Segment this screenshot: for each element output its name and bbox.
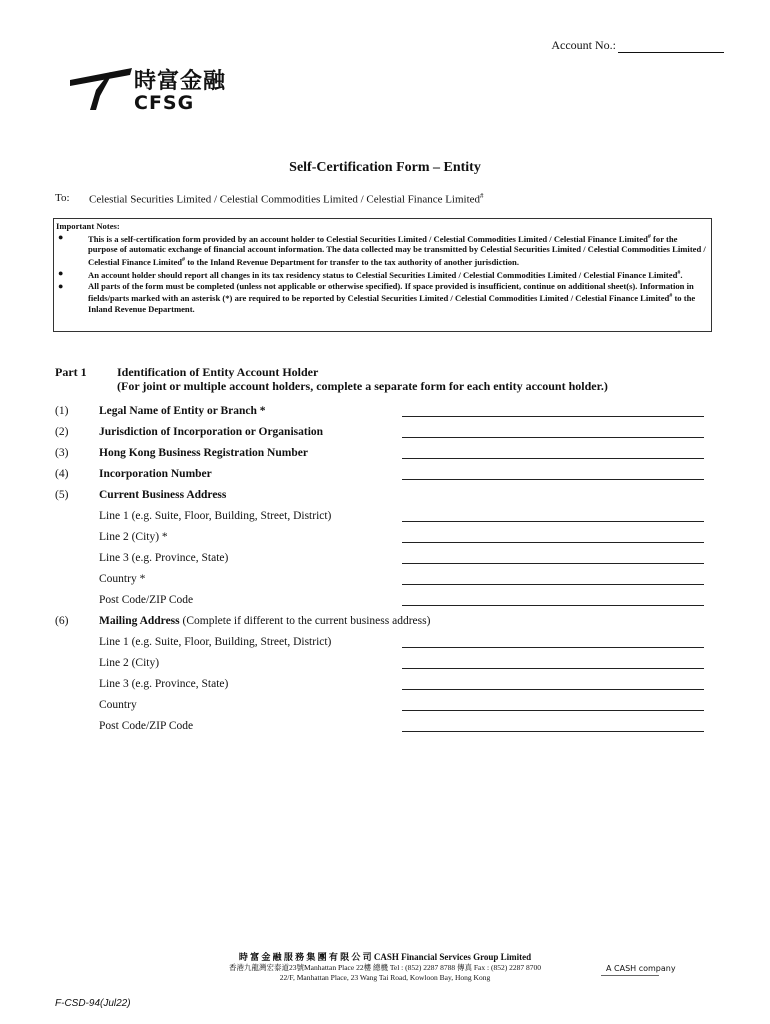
to-recipients bbox=[89, 192, 484, 206]
to-label: To: bbox=[55, 192, 70, 204]
note-sup: # bbox=[669, 293, 673, 300]
footer-company: 時 富 金 融 服 務 集 團 有 限 公 司 CASH Financial Services Group Limited bbox=[238, 952, 532, 962]
account-number-label: Account No.: bbox=[551, 38, 616, 52]
field-label-text: Mailing Address bbox=[99, 615, 180, 627]
field-input-line[interactable] bbox=[402, 563, 704, 564]
field-input-line[interactable] bbox=[402, 416, 704, 417]
field-label-suffix: (Complete if different to the current business address) bbox=[179, 615, 431, 627]
field-label-text: Current Business Address bbox=[99, 489, 227, 501]
field-label-text: Line 2 (City) bbox=[99, 657, 160, 669]
important-notes-box bbox=[53, 218, 712, 332]
notes-heading: Important Notes: bbox=[56, 221, 120, 231]
field-label-text: Incorporation Number bbox=[99, 468, 212, 480]
form-title: Self-Certification Form – Entity bbox=[289, 160, 481, 175]
field-input-line[interactable] bbox=[402, 668, 704, 669]
field-number: (6) bbox=[55, 615, 69, 627]
bullet-icon: ● bbox=[58, 231, 64, 242]
field-label bbox=[99, 447, 308, 459]
note-text: All parts of the form must be completed (unless not applicable or otherwise specified). If space provided is insufficient, continue on additional sheet(s). Information in fields/parts marked with an asterisk (*) are required to be reported by Celestial Securities Limited / Celestial Commodities Limited / Celestial Finance Limited bbox=[88, 280, 694, 304]
cash-company-logo: A CASH company bbox=[606, 964, 676, 973]
cash-logo-underline bbox=[601, 975, 659, 976]
field-row bbox=[0, 405, 770, 421]
field-number: (3) bbox=[55, 447, 69, 459]
note-text: to the Inland Revenue Department. bbox=[88, 293, 696, 315]
field-label bbox=[99, 531, 168, 543]
field-row bbox=[0, 468, 770, 484]
field-row bbox=[0, 636, 770, 652]
field-row bbox=[0, 489, 770, 505]
note-item bbox=[56, 268, 707, 281]
field-label bbox=[99, 405, 266, 417]
field-label-text: Country * bbox=[99, 573, 146, 585]
field-label bbox=[99, 720, 193, 732]
field-row bbox=[0, 657, 770, 673]
field-number: (2) bbox=[55, 426, 69, 438]
field-label-text: Line 3 (e.g. Province, State) bbox=[99, 678, 229, 690]
to-recipients-text: Celestial Securities Limited / Celestial Commodities Limited / Celestial Finance Limited bbox=[89, 193, 481, 206]
field-input-line[interactable] bbox=[402, 710, 704, 711]
note-text: An account holder should report all changes in its tax residency status to Celestial Securities Limited / Celestial Commodities Limited / Celestial Finance Limited bbox=[88, 269, 678, 280]
field-number: (5) bbox=[55, 489, 69, 501]
note-text: . bbox=[680, 269, 683, 280]
field-input-line[interactable] bbox=[402, 731, 704, 732]
field-input-line[interactable] bbox=[402, 458, 704, 459]
field-label-text: Post Code/ZIP Code bbox=[99, 594, 194, 606]
logo-english-name: CFSG bbox=[134, 92, 195, 114]
field-row bbox=[0, 426, 770, 442]
field-input-line[interactable] bbox=[402, 605, 704, 606]
field-row bbox=[0, 615, 770, 631]
logo-chinese-name: 時富金融 bbox=[134, 69, 227, 94]
footer-address-cn: 香港九龍灣宏泰道23號Manhattan Place 22樓 總機 Tel : (852) 2287 8788 傳真 Fax : (852) 2287 8700 bbox=[229, 963, 541, 972]
field-label-text: Line 1 (e.g. Suite, Floor, Building, Street, District) bbox=[99, 636, 332, 648]
field-label-text: Line 2 (City) * bbox=[99, 531, 168, 543]
field-label bbox=[99, 594, 193, 606]
note-item bbox=[56, 232, 707, 268]
field-label-text: Jurisdiction of Incorporation or Organisation bbox=[99, 426, 324, 438]
field-label-text: Post Code/ZIP Code bbox=[99, 720, 194, 732]
field-label bbox=[99, 573, 145, 585]
field-label bbox=[99, 657, 159, 669]
field-input-line[interactable] bbox=[402, 542, 704, 543]
account-number-field[interactable] bbox=[618, 40, 724, 53]
note-sup: # bbox=[677, 269, 681, 276]
part1-label: Part 1 bbox=[55, 365, 87, 379]
field-label bbox=[99, 678, 228, 690]
field-input-line[interactable] bbox=[402, 437, 704, 438]
part1-subtitle: (For joint or multiple account holders, complete a separate form for each entity account holder.) bbox=[117, 379, 608, 393]
note-sup: # bbox=[647, 233, 651, 240]
field-label bbox=[99, 636, 331, 648]
field-row bbox=[0, 594, 770, 610]
note-text: for the purpose of automatic exchange of financial account information. The data collected may be transmitted by Celestial Securities Limited / Celestial Commodities Limited / Celestial Finance Limited bbox=[88, 233, 706, 268]
field-label-text: Country bbox=[99, 699, 137, 711]
note-text: This is a self-certification form provided by an account holder to Celestial Securities Limited / Celestial Commodities Limited / Celestial Finance Limited bbox=[88, 233, 648, 244]
notes-list bbox=[56, 232, 707, 315]
field-input-line[interactable] bbox=[402, 521, 704, 522]
field-input-line[interactable] bbox=[402, 647, 704, 648]
note-item bbox=[56, 281, 707, 315]
field-label-text: Legal Name of Entity or Branch * bbox=[99, 405, 266, 417]
field-label-text: Line 3 (e.g. Province, State) bbox=[99, 552, 229, 564]
field-row bbox=[0, 531, 770, 547]
bullet-icon: ● bbox=[58, 267, 64, 278]
note-text: to the Inland Revenue Department for transfer to the tax authority of another jurisdiction. bbox=[185, 257, 519, 268]
field-label bbox=[99, 552, 228, 564]
to-sup: # bbox=[480, 192, 484, 200]
field-label bbox=[99, 510, 331, 522]
bullet-icon: ● bbox=[58, 280, 64, 291]
part1-title: Identification of Entity Account Holder bbox=[117, 365, 319, 379]
field-label bbox=[99, 699, 137, 711]
field-row bbox=[0, 510, 770, 526]
field-number: (1) bbox=[55, 405, 69, 417]
field-input-line[interactable] bbox=[402, 479, 704, 480]
footer-address-en: 22/F, Manhattan Place, 23 Wang Tai Road, Kowloon Bay, Hong Kong bbox=[279, 973, 491, 982]
field-label-text: Hong Kong Business Registration Number bbox=[99, 447, 308, 459]
part1-heading bbox=[117, 365, 608, 393]
field-row bbox=[0, 447, 770, 463]
field-label bbox=[99, 615, 430, 627]
field-input-line[interactable] bbox=[402, 584, 704, 585]
note-sup: # bbox=[182, 257, 186, 264]
field-label-text: Line 1 (e.g. Suite, Floor, Building, Street, District) bbox=[99, 510, 332, 522]
field-label bbox=[99, 468, 212, 480]
account-number bbox=[551, 38, 724, 53]
form-code: F-CSD-94(Jul22) bbox=[55, 998, 131, 1009]
field-label bbox=[99, 489, 226, 501]
field-row bbox=[0, 678, 770, 694]
field-label bbox=[99, 426, 323, 438]
field-row bbox=[0, 699, 770, 715]
field-row bbox=[0, 552, 770, 568]
field-row bbox=[0, 720, 770, 736]
field-row bbox=[0, 573, 770, 589]
field-number: (4) bbox=[55, 468, 69, 480]
field-input-line[interactable] bbox=[402, 689, 704, 690]
